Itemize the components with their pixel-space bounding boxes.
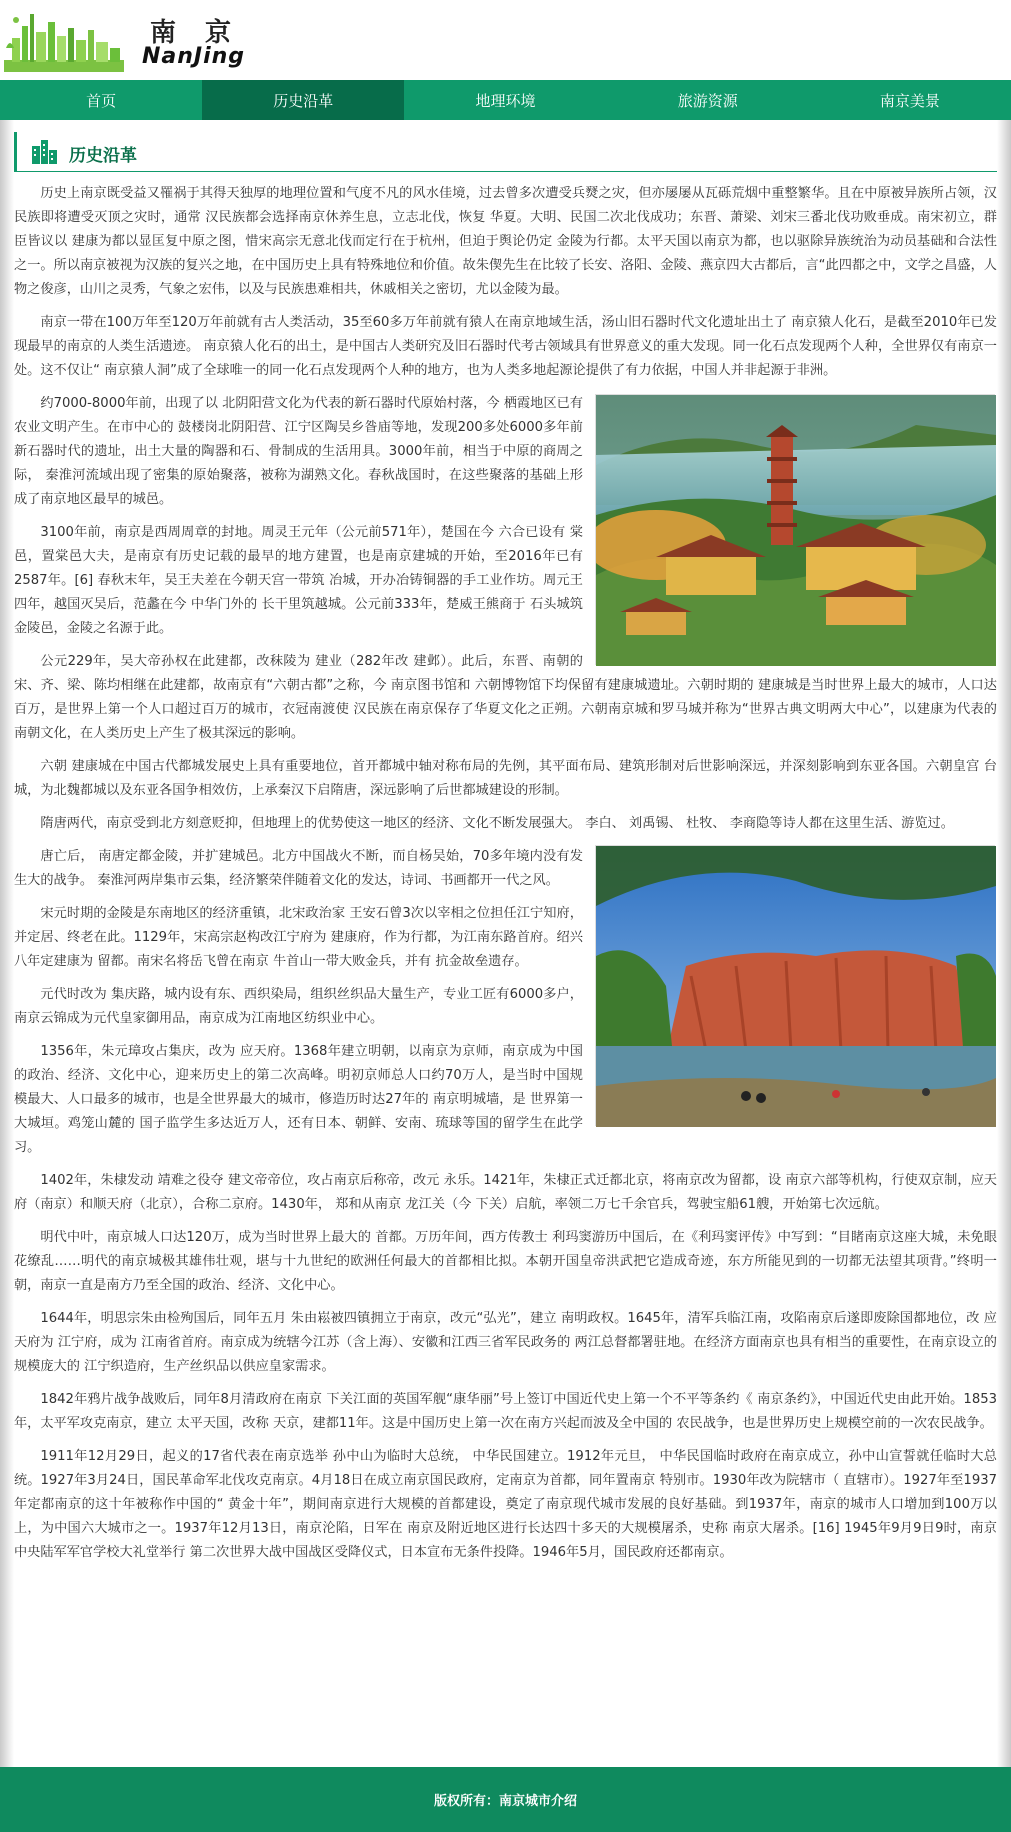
- paragraph: 隋唐两代，南京受到北方刻意贬抑，但地理上的优势使这一地区的经济、文化不断发展强大。 李白、 刘禹锡、 杜牧、 李商隐等诗人都在这里生活、游览过。: [40, 816, 954, 831]
- pagoda-lake-image-icon: [596, 395, 996, 666]
- paragraph: 1644年，明思宗朱由检殉国后，同年五月 朱由崧被四镇拥立于南京，改元“弘光”，建立 南明政权。1645年，清军兵临江南，攻陷南京后遂即废除国都地位，改 应天府为 江宁府，成为 江南省首府。南京成为统辖今江苏（含上海）、安徽和江西三省军民政务的 两江总督都署驻地。在经济方面南京也具有相当的重要性，在南京设立的规模庞大的 江宁织造府，生产丝织品以供应皇家需求。: [14, 1311, 997, 1374]
- paragraph: 1911年12月29日，起义的17省代表在南京选举 孙中山为临时大总统， 中华民国建立。1912年元旦， 中华民国临时政府在南京成立，孙中山宣誓就任临时大总统。1927年3月24日，国民革命军北伐攻克南京。4月18日在成立南京国民政府，定南京为首都，同年置南京 特别市。1930年改为院辖市（ 直辖市）。1927年至1937年定都南京的这十年被称作中国的“ 黄金十年”，期间南京进行大规模的首都建设，奠定了南京现代城市发展的良好基础。到1937年，南京的城市人口增加到100万以上，为中国六大城市之一。1937年12月13日，南京沦陷，日军在 南京及附近地区进行长达四十多天的大规模屠杀，史称 南京大屠杀。[16] 1945年9月9日9时，南京 中央陆军军官学校大礼堂举行 第二次世界大战中国战区受降仪式，日本宣布无条件投降。1946年5月，国民政府还都南京。: [14, 1449, 997, 1560]
- paragraph: 公元229年，吴大帝孙权在此建都，改秣陵为 建业（282年改 建邺）。此后，东晋、南朝的宋、齐、梁、陈均相继在此建都，故南京有“六朝古都”之称，今 南京图书馆和 六朝博物馆下均保留有建康城遗址。六朝时期的 建康城是当时世界上最大的城市，人口达百万，是世界上第一个人口超过百万的城市，衣冠南渡使 汉民族在南京保存了华夏文化之正朔。六朝南京城和罗马城并称为“世界古典文明两大中心”，以建康为代表的 南朝文化，在人类历史上产生了极其深远的影响。: [14, 654, 997, 741]
- copyright-text: 版权所有：南京城市介绍: [433, 1794, 577, 1809]
- paragraph: 约7000-8000年前，出现了以 北阴阳营文化为代表的新石器时代原始村落，今 栖霞地区已有农业文明产生。在市中心的 鼓楼岗北阴阳营、江宁区陶吴乡昝庙等地，发现200多处6000多年前新石器时代的遗址，出土大量的陶器和石、骨制成的生活用具。3000年前，相当于中原的商周之际， 秦淮河流域出现了密集的原始聚落，被称为湖熟文化。春秋战国时，在这些聚落的基础上形成了南京地区最早的城邑。: [14, 396, 583, 507]
- paragraph: 六朝 建康城在中国古代都城发展史上具有重要地位，首开都城中轴对称布局的先例，其平面布局、建筑形制对后世影响深远，并深刻影响到东亚各国。六朝皇宫 台城，为北魏都城以及东亚各国争相效仿，上承秦汉下启隋唐，深远影响了后世都城建设的形制。: [14, 759, 997, 798]
- nav-item-history[interactable]: 历史沿革: [202, 80, 404, 120]
- site-title-chinese: 南 京: [150, 18, 242, 48]
- main-nav: [0, 80, 1011, 120]
- paragraph: 元代时改为 集庆路，城内设有东、西织染局，组织丝织品大量生产，专业工匠有6000多户， 南京云锦成为元代皇家御用品，南京成为江南地区纺织业中心。: [14, 987, 583, 1026]
- paragraph: 3100年前，南京是西周周章的封地。周灵王元年（公元前571年），楚国在今 六合已设有 棠邑，置棠邑大夫，是南京有历史记载的最早的地方建置，也是南京建城的开始，至2016年已有2587年。[6] 春秋末年，吴王夫差在今朝天宫一带筑 冶城，开办冶铸铜器的手工业作坊。周元王四年，越国灭吴后，范蠡在今 中华门外的 长干里筑越城。公元前333年，楚威王熊商于 石头城筑 金陵邑，金陵之名源于此。: [14, 525, 583, 636]
- paragraph: 唐亡后， 南唐定都金陵，并扩建城邑。北方中国战火不断，而自杨吴始，70多年境内没有发生大的战争。 秦淮河两岸集市云集，经济繁荣伴随着文化的发达，诗词、书画都开一代之风。: [14, 849, 583, 888]
- city-skyline-logo-icon: [4, 8, 124, 72]
- article-content: [14, 182, 997, 1574]
- section-title: 历史沿革: [69, 146, 137, 166]
- paragraph: 南京一带在100万年至120万年前就有古人类活动，35至60多万年前就有猿人在南京地域生活，汤山旧石器时代文化遗址出土了 南京猿人化石，是截至2010年已发现最早的南京的人类生活遗迹。 南京猿人化石的出土，是中国古人类研究及旧石器时代考古领域具有世界意义的重大发现。同一化石点发现两个人种，全世界仅有南京一处。这不仅让“ 南京猿人洞”成了全球唯一的同一化石点发现两个人种的地方，也为人类多地起源论提供了有力依据，中国人并非起源于非洲。: [14, 315, 997, 378]
- site-header: [0, 0, 1011, 80]
- paragraph: 历史上南京既受益又罹祸于其得天独厚的地理位置和气度不凡的风水佳境，过去曾多次遭受兵燹之灾，但亦屡屡从瓦砾荒烟中重整繁华。且在中原被异族所占领，汉民族即将遭受灭顶之灾时，通常 汉民族都会选择南京休养生息，立志北伐，恢复 华夏。大明、民国二次北伐成功；东晋、萧梁、刘宋三番北伐功败垂成。南宋初立，群臣皆议以 建康为都以显匡复中原之图，惜宋高宗无意北伐而定行在于杭州，但迫于舆论仍定 金陵为行都。太平天国以南京为都，也以驱除异族统治为动员基础和合法性之一。所以南京被视为汉族的复兴之地，在中国历史上具有特殊地位和价值。故朱偰先生在比较了长安、洛阳、金陵、燕京四大古都后，言“此四都之中，文学之昌盛，人物之俊彦，山川之灵秀，气象之宏伟，以及与民族患难相共，休戚相关之密切，尤以金陵为最。: [14, 186, 997, 297]
- pagoda-lake-photo: [595, 394, 995, 665]
- nav-item-scenery[interactable]: 南京美景: [879, 91, 940, 110]
- paragraph: 1402年，朱棣发动 靖难之役夺 建文帝帝位，攻占南京后称帝，改元 永乐。1421年，朱棣正式迁都北京，将南京改为留都，设 南京六部等机构，行使双京制，应天府（南京）和顺天府（北京），合称二京府。1430年， 郑和从南京 龙江关（今 下关）启航，率领二万七千余官兵，驾驶宝船61艘，开始第七次远航。: [14, 1173, 997, 1212]
- red-cliff-image-icon: [596, 846, 996, 1127]
- paragraph: 1356年，朱元璋攻占集庆，改为 应天府。1368年建立明朝，以南京为京师，南京成为中国的政治、经济、文化中心，迎来历史上的第二次高峰。明初京师总人口约70万人，是当时中国规模最大、人口最多的城市，也是全世界最大的城市，修造历时达27年的 南京明城墙，是 世界第一大城垣。鸡笼山麓的 国子监学生多达近万人，还有日本、朝鲜、安南、琉球等国的留学生在此学习。: [14, 1044, 583, 1155]
- red-cliff-photo: [595, 845, 995, 1126]
- paragraph: 明代中叶，南京城人口达120万，成为当时世界上最大的 首都。万历年间，西方传教士 利玛窦游历中国后，在《利玛窦评传》中写到：“目睹南京这座大城，未免眼花缭乱……明代的南京城极其雄伟壮观，堪与十九世纪的欧洲任何最大的首都相比拟。本朝开国皇帝洪武把它造成奇迹，东方所能见到的一切都无法望其项背。”终明一朝，南京一直是南方乃至全国的政治、经济、文化中心。: [14, 1230, 997, 1293]
- nav-item-tourism[interactable]: 旅游资源: [677, 91, 738, 110]
- buildings-icon: [30, 138, 58, 164]
- nav-item-geography[interactable]: 地理环境: [475, 91, 536, 110]
- site-footer: [0, 1767, 1011, 1832]
- site-title-english: NanJing: [142, 44, 246, 69]
- paragraph: 1842年鸦片战争战败后，同年8月清政府在南京 下关江面的英国军舰“康华丽”号上签订中国近代史上第一个不平等条约《 南京条约》，中国近代史由此开始。1853年，太平军攻克南京，建立 太平天国，改称 天京，建都11年。这是中国历史上第一次在南方兴起而波及全中国的 农民战争，也是世界历史上规模空前的一次农民战争。: [14, 1392, 997, 1431]
- section-header: [14, 132, 997, 172]
- paragraph: 宋元时期的金陵是东南地区的经济重镇，北宋政治家 王安石曾3次以宰相之位担任江宁知府，并定居、终老在此。1129年，宋高宗赵构改江宁府为 建康府，作为行都，为江南东路首府。绍兴八年定建康为 留都。南宋名将岳飞曾在南京 牛首山一带大败金兵，并有 抗金故垒遗存。: [14, 906, 583, 969]
- nav-item-home[interactable]: 首页: [86, 91, 117, 110]
